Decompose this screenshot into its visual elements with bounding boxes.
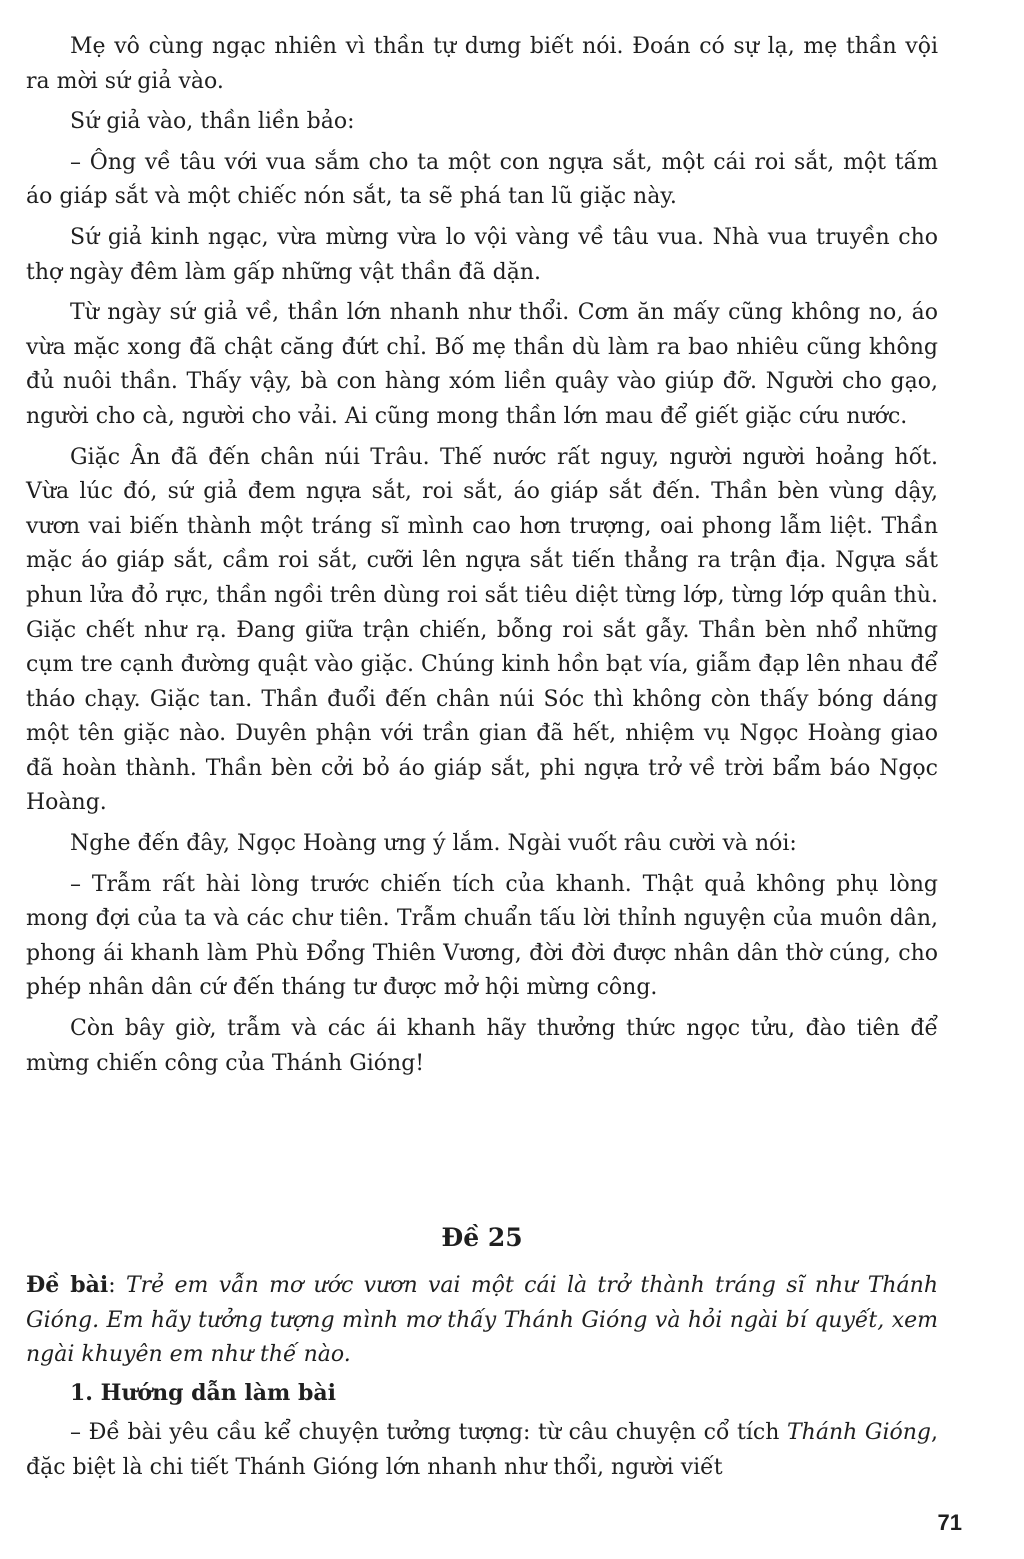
guide-paragraph [26,1416,938,1485]
guide-story-title: Thánh Gióng [787,1420,931,1445]
section-title: Đề 25 [441,1223,523,1252]
guide-heading: 1. Hướng dẫn làm bài [70,1380,336,1406]
guide-text-start: – Đề bài yêu cầu kể chuyện tưởng tượng: từ câu chuyện cổ tích [70,1420,787,1445]
story-paragraph: Từ ngày sứ giả về, thần lớn nhanh như thổi. Cơm ăn mấy cũng không no, áo vừa mặc xong đã chật căng đứt chỉ. Bố mẹ thần dù làm ra bao nhiêu cũng không đủ nuôi thần. Thấy vậy, bà con hàng xóm liền quây vào giúp đỡ. Người cho gạo, người cho cà, người cho vải. Ai cũng mong thần lớn mau để giết giặc cứu nước. [26,300,938,429]
guide-block [26,1416,938,1485]
page-number: 71 [937,1510,962,1535]
guide-text-end: , đặc biệt là chi tiết Thánh Gióng lớn nhanh như thổi, người viết [26,1420,938,1480]
story-text [26,30,938,1087]
story-paragraph: Còn bây giờ, trẫm và các ái khanh hãy thưởng thức ngọc tửu, đào tiên để mừng chiến công của Thánh Gióng! [26,1016,938,1076]
story-paragraph: Nghe đến đây, Ngọc Hoàng ưng ý lắm. Ngài vuốt râu cười và nói: [70,831,797,857]
story-paragraph: – Trẫm rất hài lòng trước chiến tích của khanh. Thật quả không phụ lòng mong đợi của ta và các chư tiên. Trẫm chuẩn tấu lời thỉnh nguyện của muôn dân, phong ái khanh làm Phù Đổng Thiên Vương, đời đời được nhân dân thờ cúng, cho phép nhân dân cứ đến tháng tư được mở hội mừng công. [26,871,938,1001]
assignment-paragraph [26,1268,938,1373]
assignment-block [26,1268,938,1373]
story-paragraph: Giặc Ân đã đến chân núi Trâu. Thế nước rất nguy, người người hoảng hốt. Vừa lúc đó, sứ giả đem ngựa sắt, roi sắt, áo giáp sắt đến. Thần bèn vùng dậy, vươn vai biến thành một tráng sĩ mình cao hơn trượng, oai phong lẫm liệt. Thần mặc áo giáp sắt, cầm roi sắt, cưỡi lên ngựa sắt tiến thẳng ra trận địa. Ngựa sắt phun lửa đỏ rực, thần ngồi trên dùng roi sắt tiêu diệt từng lớp, từng lớp quân thù. Giặc chết như rạ. Đang giữa trận chiến, bỗng roi sắt gẫy. Thần bèn nhổ những cụm tre cạnh đường quật vào giặc. Chúng kinh hồn bạt vía, giẫm đạp lên nhau để tháo chạy. Giặc tan. Thần đuổi đến chân núi Sóc thì không còn thấy bóng dáng một tên giặc nào. Duyên phận với trần gian đã hết, nhiệm vụ Ngọc Hoàng giao đã hoàn thành. Thần bèn cởi bỏ áo giáp sắt, phi ngựa trở về trời bẩm báo Ngọc Hoàng. [26,444,938,816]
assignment-prompt: Trẻ em vẫn mơ ước vươn vai một cái là trở thành tráng sĩ như Thánh Gióng. Em hãy tưởng tượng mình mơ thấy Thánh Gióng và hỏi ngài bí quyết, xem ngài khuyên em như thế nào. [26,1273,938,1368]
assignment-separator: : [108,1273,126,1298]
book-page [26,0,962,1559]
story-paragraph: – Ông về tâu với vua sắm cho ta một con ngựa sắt, một cái roi sắt, một tấm áo giáp sắt và một chiếc nón sắt, ta sẽ phá tan lũ giặc này. [26,149,938,210]
story-paragraph: Mẹ vô cùng ngạc nhiên vì thần tự dưng biết nói. Đoán có sự lạ, mẹ thần vội ra mời sứ giả vào. [26,34,938,94]
story-paragraph: Sứ giả kinh ngạc, vừa mừng vừa lo vội vàng về tâu vua. Nhà vua truyền cho thợ ngày đêm làm gấp những vật thần đã dặn. [26,224,938,285]
story-paragraph: Sứ giả vào, thần liền bảo: [70,109,355,135]
assignment-label: Đề bài [26,1272,109,1298]
